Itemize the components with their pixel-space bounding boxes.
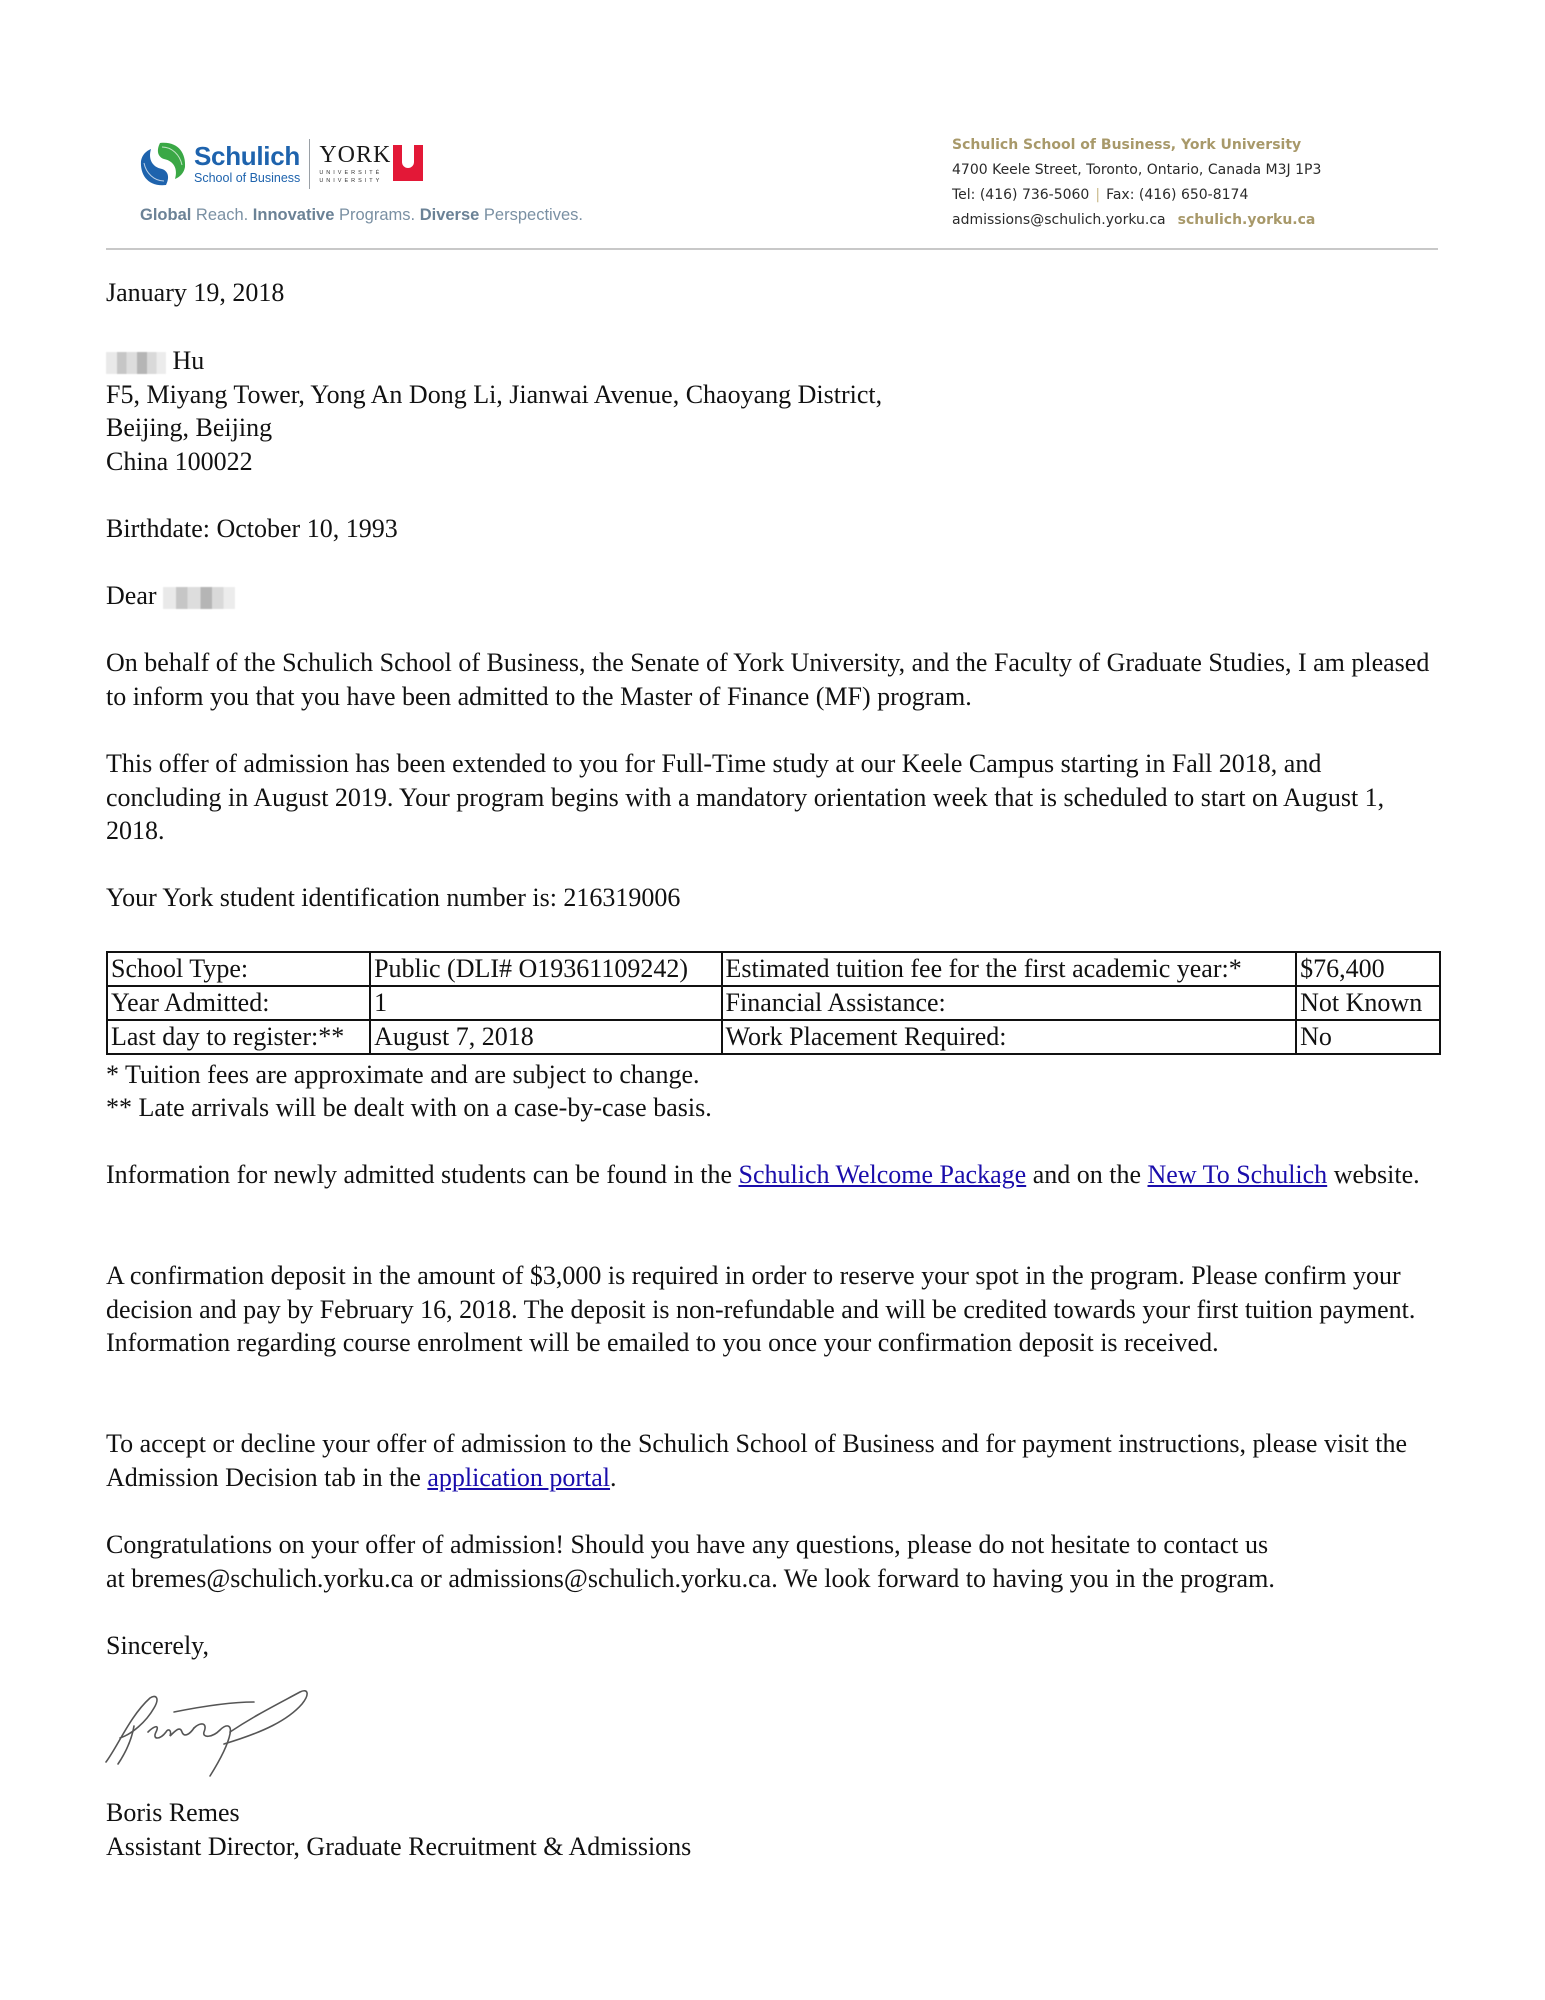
cell-label: School Type: [107, 952, 370, 986]
signer-title: Assistant Director, Graduate Recruitment & Admissions [106, 1832, 692, 1861]
paragraph-information: Information for newly admitted students can be found in the Schulich Welcome Package and on the New To Schulich website. [106, 1160, 1420, 1189]
recipient-address-2: Beijing, Beijing [106, 413, 273, 442]
york-u-icon [393, 145, 423, 181]
paragraph-accept-decline: To accept or decline your offer of admission to the Schulich School of Business and for payment instructions, please visit the Admission Decision tab in the application portal. [106, 1429, 1408, 1492]
recipient-name: Hu [106, 344, 204, 378]
york-name: YORK [319, 141, 392, 168]
cell-value: Not Known [1296, 986, 1440, 1020]
cell-value: $76,400 [1296, 952, 1440, 986]
schulich-subtitle: School of Business [194, 171, 301, 186]
table-row [107, 986, 1440, 1020]
table-row [107, 952, 1440, 986]
contact-website[interactable]: schulich.yorku.ca [1177, 212, 1316, 228]
redacted-name [163, 587, 235, 609]
york-sub-fr: UNIVERSITÉ [319, 169, 383, 176]
letterhead-logo [138, 132, 423, 196]
welcome-package-link[interactable]: Schulich Welcome Package [738, 1160, 1027, 1189]
paragraph-admission: On behalf of the Schulich School of Business, the Senate of York University, and the Faculty of Graduate Studies, I am pleased to inform you that you have been admitted to the Master of Finance (MF) program. [106, 648, 1430, 711]
schulich-name: Schulich [194, 141, 300, 172]
contact-address: 4700 Keele Street, Toronto, Ontario, Canada M3J 1P3 [952, 162, 1322, 178]
paragraph-offer-details: This offer of admission has been extended to you for Full-Time study at our Keele Campus starting in Fall 2018, and concluding in August 2019. Your program begins with a mandatory orientation week that is scheduled to start on August 1, 2018. [106, 749, 1385, 846]
signer-name: Boris Remes [106, 1798, 240, 1827]
footnote-tuition: * Tuition fees are approximate and are subject to change. [106, 1060, 700, 1089]
birthdate: Birthdate: October 10, 1993 [106, 514, 398, 543]
cell-value: August 7, 2018 [370, 1020, 721, 1054]
logo-divider [309, 139, 310, 189]
recipient-address-3: China 100022 [106, 447, 253, 476]
closing: Sincerely, [106, 1631, 209, 1660]
redacted-given-name [106, 352, 166, 374]
schulich-leaf-icon [138, 139, 188, 189]
cell-value: Public (DLI# O19361109242) [370, 952, 721, 986]
salutation: Dear [106, 579, 235, 613]
congrats-line-2: at bremes@schulich.yorku.ca or admissions@schulich.yorku.ca. We look forward to having you in the program. [106, 1564, 1275, 1593]
recipient-address-1: F5, Miyang Tower, Yong An Dong Li, Jianwai Avenue, Chaoyang District, [106, 380, 883, 409]
contact-web [952, 208, 1321, 233]
cell-label: Last day to register:** [107, 1020, 370, 1054]
letterhead-contact [952, 133, 1321, 233]
contact-email[interactable]: admissions@schulich.yorku.ca [952, 212, 1166, 228]
cell-label: Estimated tuition fee for the first academic year:* [722, 952, 1297, 986]
cell-value: 1 [370, 986, 721, 1020]
cell-label: Year Admitted: [107, 986, 370, 1020]
admission-details-table [106, 951, 1441, 1055]
contact-organization: Schulich School of Business, York University [952, 137, 1302, 153]
application-portal-link[interactable]: application portal [427, 1462, 611, 1492]
york-sub-en: UNIVERSITY [319, 177, 383, 184]
cell-label: Financial Assistance: [722, 986, 1297, 1020]
letter-date: January 19, 2018 [106, 278, 285, 307]
cell-label: Work Placement Required: [722, 1020, 1297, 1054]
congrats-line-1: Congratulations on your offer of admission! Should you have any questions, please do not hesitate to contact us [106, 1530, 1269, 1559]
table-row [107, 1020, 1440, 1054]
header-divider [106, 248, 1438, 250]
new-to-schulich-link[interactable]: New To Schulich [1147, 1160, 1328, 1189]
handwritten-signature-icon [104, 1686, 344, 1786]
contact-phone-fax: Tel: (416) 736-5060 | Fax: (416) 650-8174 [952, 187, 1249, 203]
tagline: Global Reach. Innovative Programs. Diverse Perspectives. [140, 206, 583, 224]
cell-value: No [1296, 1020, 1440, 1054]
footnote-late-arrivals: ** Late arrivals will be dealt with on a case-by-case basis. [106, 1093, 712, 1122]
york-logo [319, 143, 423, 185]
schulich-wordmark [194, 143, 300, 185]
paragraph-deposit: A confirmation deposit in the amount of $3,000 is required in order to reserve your spot in the program. Please confirm your decision and pay by February 16, 2018. The deposit is non-refundable and will be credited towards your first tuition payment. Information regarding course enrolment will be emailed to you once your confirmation deposit is received. [106, 1261, 1416, 1358]
student-id: Your York student identification number is: 216319006 [106, 883, 681, 912]
